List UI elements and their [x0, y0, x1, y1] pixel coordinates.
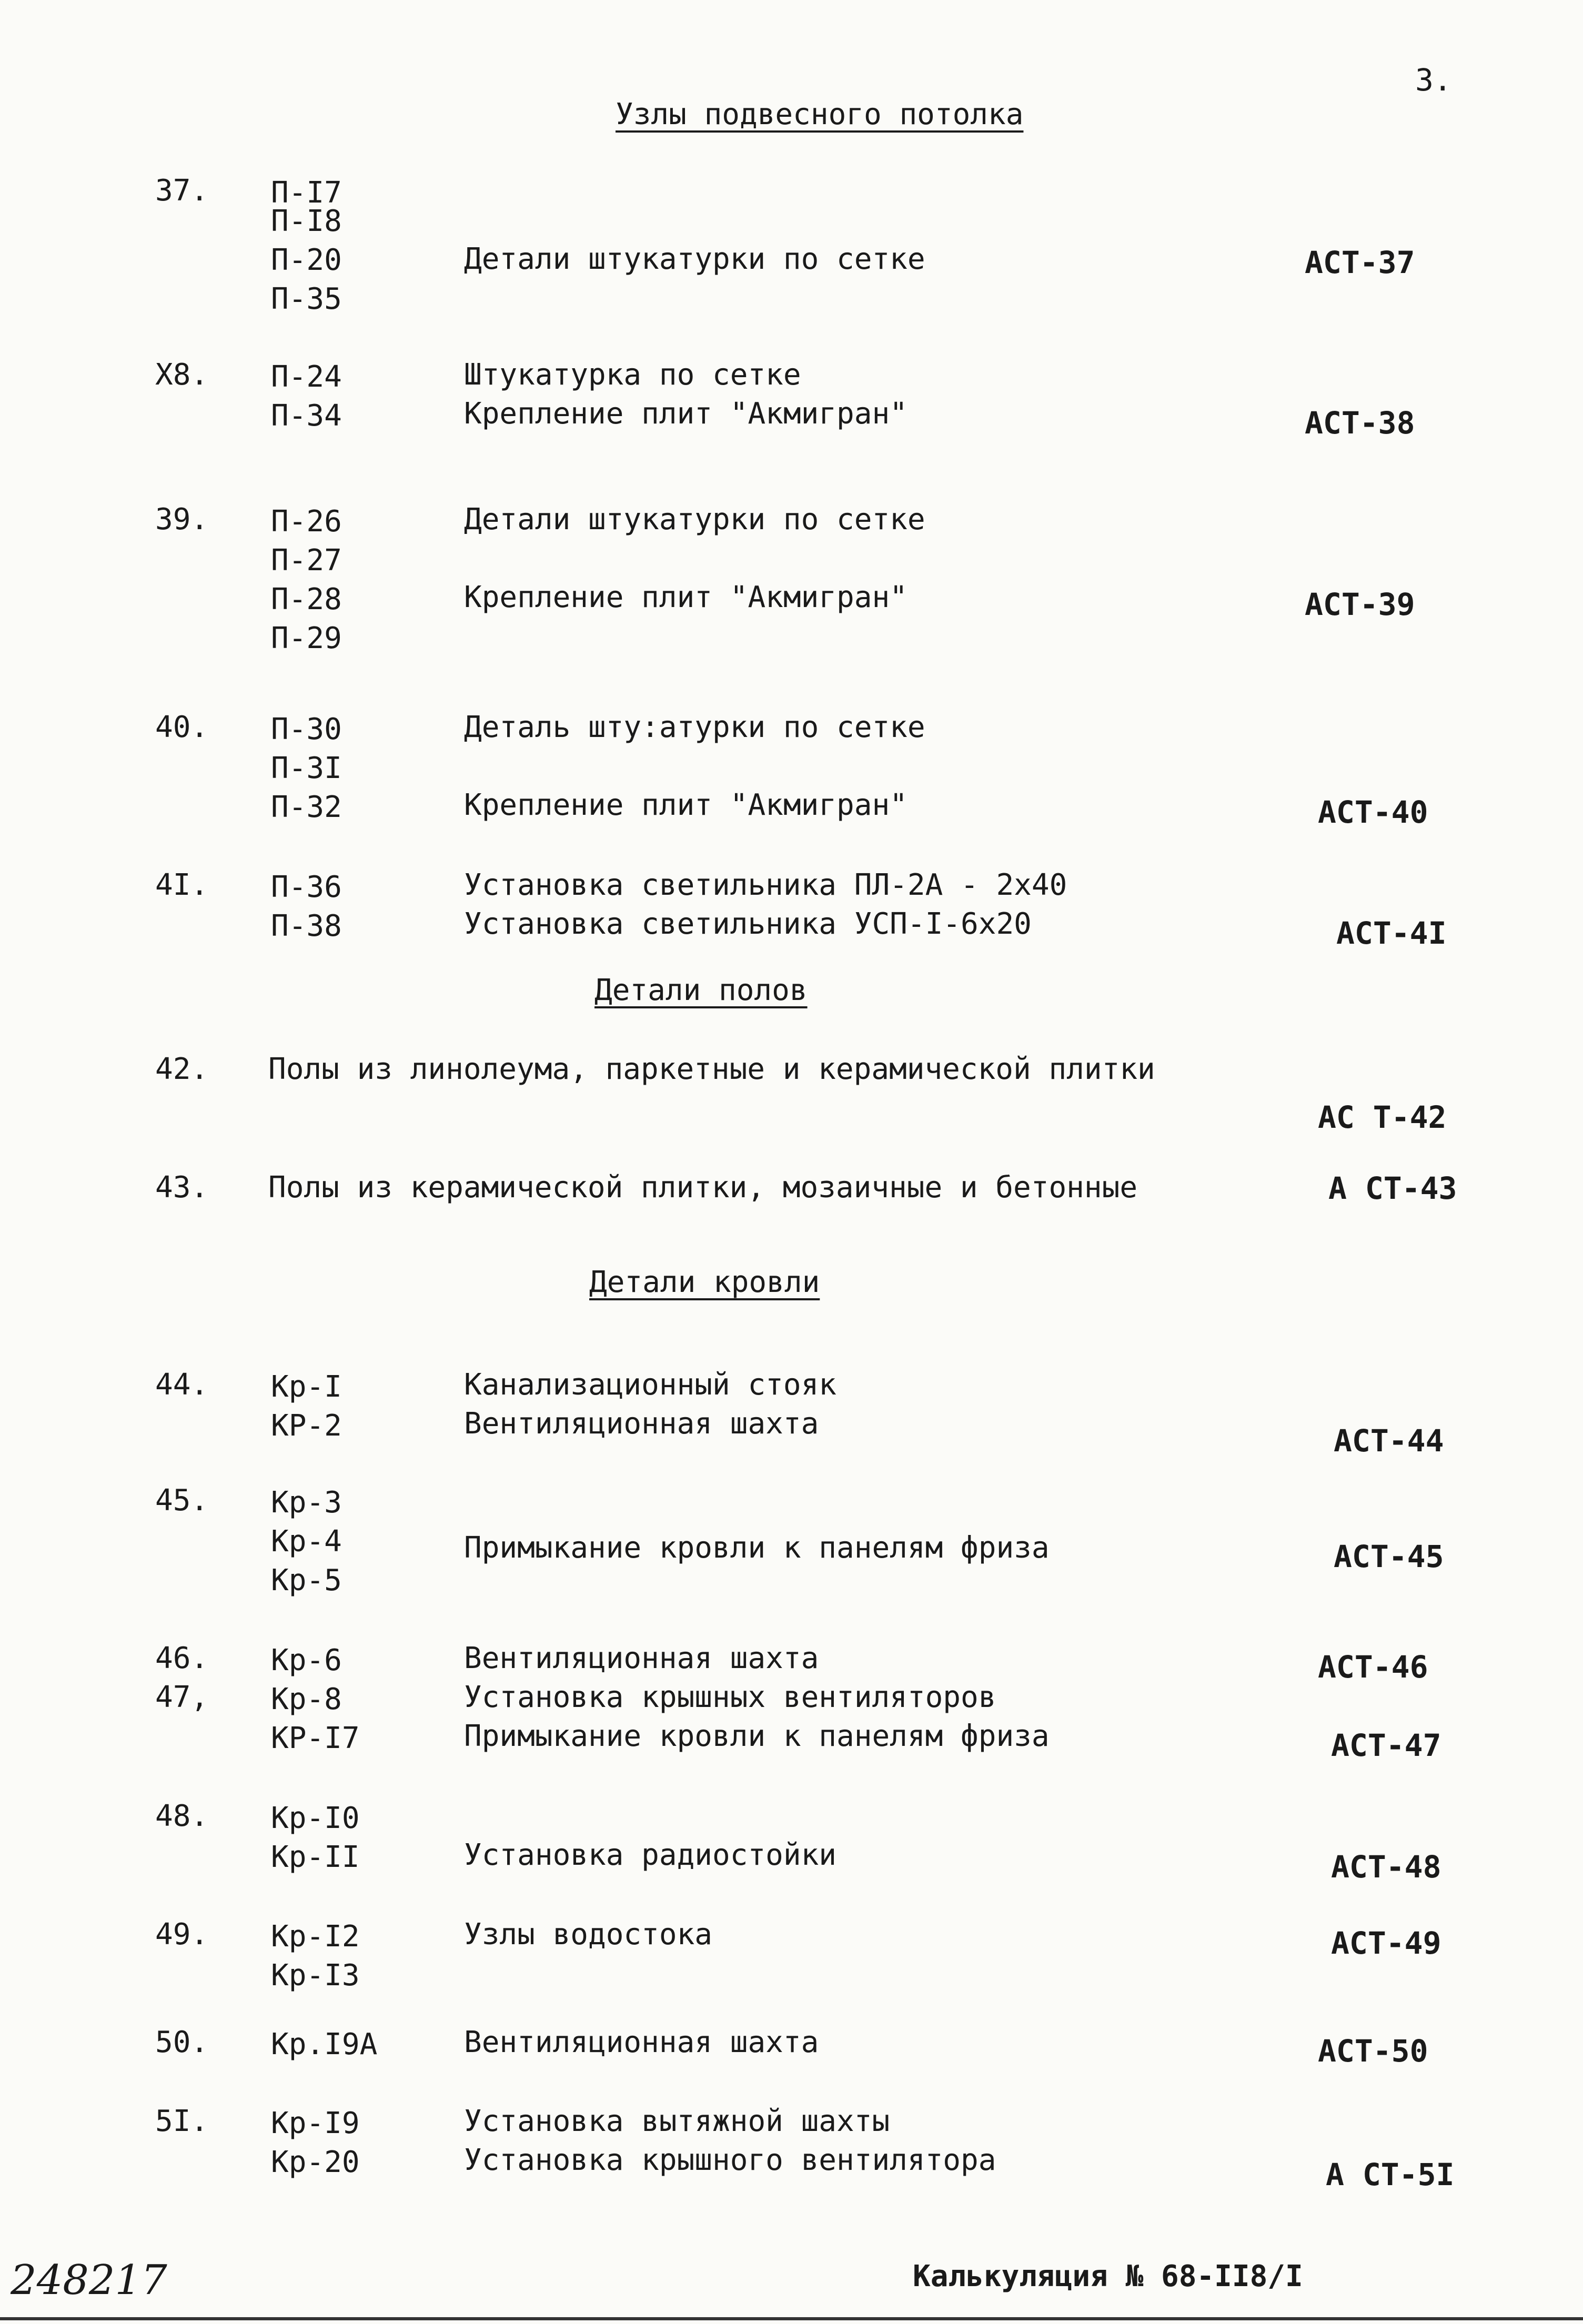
entry-description: Вентиляционная шахта [464, 2025, 819, 2059]
entry-description: Установка крышных вентиляторов [464, 1680, 996, 1714]
entry-reference: АСТ-45 [1334, 1539, 1444, 1574]
entry-code: П-29 [271, 621, 342, 655]
section-title-roof: Детали кровли [589, 1265, 820, 1299]
entry-reference: АСТ-44 [1334, 1423, 1444, 1459]
entry-number: 46. [155, 1641, 209, 1675]
entry-description: Установка светильника ПЛ-2А - 2х40 [464, 868, 1067, 902]
entry-code: Кр-I2 [271, 1919, 360, 1954]
entry-description: Штукатурка по сетке [464, 358, 801, 392]
entry-code: П-27 [271, 543, 342, 578]
entry-code: П-20 [271, 243, 342, 277]
entry-number: 5I. [155, 2104, 209, 2138]
entry-code: П-3I [271, 751, 342, 785]
entry-code: П-28 [271, 582, 342, 617]
entry-code: Кр-I0 [271, 1801, 360, 1835]
entry-code: П-26 [271, 504, 342, 539]
entry-code: П-I8 [271, 204, 342, 238]
entry-codes [271, 1799, 360, 1877]
entry-description: Узлы водостока [464, 1917, 713, 1952]
entry-codes [271, 1917, 360, 1995]
entry-description: Вентиляционная шахта [464, 1407, 819, 1441]
entry-code: П-34 [271, 399, 342, 433]
entry-code: Кр.I9А [271, 2027, 378, 2062]
entry-code: П-I7 [271, 176, 342, 210]
entry-codes [271, 2104, 360, 2182]
entry-reference: А СТ-43 [1328, 1170, 1457, 1206]
entry-reference: АСТ-46 [1318, 1649, 1428, 1685]
entry-number: 42. [155, 1052, 209, 1086]
entry-number: 40. [155, 710, 209, 744]
entry-codes [271, 174, 342, 319]
entry-code: Кр-20 [271, 2145, 360, 2179]
calculation-reference: Калькуляция № 68-II8/I [913, 2259, 1303, 2293]
page-bottom-edge [0, 2317, 1583, 2320]
entry-reference: АСТ-39 [1305, 587, 1415, 622]
entry-number: 48. [155, 1799, 209, 1833]
entry-description: Крепление плит "Акмигран" [464, 397, 908, 431]
entry-codes [271, 710, 342, 827]
entry-number: 4I. [155, 868, 209, 902]
entry-description: Детали штукатурки по сетке [464, 502, 925, 537]
entry-reference: АСТ-37 [1305, 245, 1415, 280]
entry-description: Вентиляционная шахта [464, 1641, 819, 1675]
entry-reference: АС Т-42 [1318, 1099, 1447, 1135]
entry-description: Примыкание кровли к панелям фриза [464, 1531, 1050, 1565]
entry-description: Крепление плит "Акмигран" [464, 788, 908, 822]
entry-description: Установка радиостойки [464, 1838, 837, 1872]
entry-codes [271, 1641, 342, 1680]
entry-description: Полы из линолеума, паркетные и керамической плитки [268, 1052, 1155, 1086]
entry-code: Кр-8 [271, 1682, 342, 1716]
entry-code: Кр-I9 [271, 2106, 360, 2140]
entry-description: Деталь шту:атурки по сетке [464, 710, 925, 744]
entry-description: Полы из керамической плитки, мозаичные и бетонные [268, 1170, 1138, 1205]
entry-reference: АСТ-48 [1331, 1849, 1441, 1885]
entry-codes [271, 358, 342, 436]
section-title-ceiling: Узлы подвесного потолка [616, 97, 1024, 132]
entry-description: Установка светильника УСП-I-6х20 [464, 907, 1032, 941]
entry-code: П-32 [271, 790, 342, 824]
entry-description: Примыкание кровли к панелям фриза [464, 1719, 1050, 1753]
entry-code: Кр-I [271, 1370, 342, 1404]
page-number: 3. [1415, 62, 1452, 98]
entry-number: 37. [155, 174, 209, 208]
entry-reference: АСТ-49 [1331, 1925, 1441, 1961]
entry-number: 47, [155, 1680, 209, 1714]
entry-code: КР-2 [271, 1409, 342, 1443]
entry-reference: А СТ-5I [1326, 2157, 1455, 2192]
entry-number: 50. [155, 2025, 209, 2059]
entry-description: Установка вытяжной шахты [464, 2104, 890, 2138]
entry-codes [271, 868, 342, 946]
entry-description: Установка крышного вентилятора [464, 2143, 996, 2177]
entry-number: 43. [155, 1170, 209, 1205]
section-title-floors: Детали полов [594, 973, 808, 1007]
entry-number: 45. [155, 1483, 209, 1518]
entry-description: Канализационный стояк [464, 1368, 837, 1402]
entry-code: Кр-I3 [271, 1958, 360, 1993]
entry-number: 49. [155, 1917, 209, 1952]
entry-codes [271, 1483, 342, 1600]
entry-codes [271, 1368, 342, 1446]
entry-codes [271, 1680, 360, 1758]
entry-number: 39. [155, 502, 209, 537]
entry-codes [271, 2025, 377, 2064]
entry-code: Кр-4 [271, 1524, 342, 1559]
entry-code: Кр-6 [271, 1643, 342, 1678]
entry-code: Кр-5 [271, 1563, 342, 1598]
entry-code: Кр-3 [271, 1486, 342, 1520]
entry-code: П-36 [271, 870, 342, 904]
entry-reference: АСТ-50 [1318, 2033, 1428, 2069]
entry-code: Кр-II [271, 1840, 360, 1874]
entry-reference: АСТ-47 [1331, 1727, 1441, 1763]
entry-code: П-30 [271, 712, 342, 746]
entry-code: П-38 [271, 909, 342, 943]
entry-code: КР-I7 [271, 1721, 360, 1755]
entry-reference: АСТ-38 [1305, 405, 1415, 441]
entry-description: Крепление плит "Акмигран" [464, 580, 908, 614]
entry-number: Х8. [155, 358, 209, 392]
entry-reference: АСТ-4I [1336, 915, 1447, 951]
entry-number: 44. [155, 1368, 209, 1402]
handwritten-number: 248217 [11, 2257, 167, 2304]
entry-description: Детали штукатурки по сетке [464, 242, 925, 276]
entry-codes [271, 502, 342, 658]
entry-code: П-35 [271, 282, 342, 316]
entry-code: П-24 [271, 360, 342, 394]
entry-reference: АСТ-40 [1318, 794, 1428, 830]
